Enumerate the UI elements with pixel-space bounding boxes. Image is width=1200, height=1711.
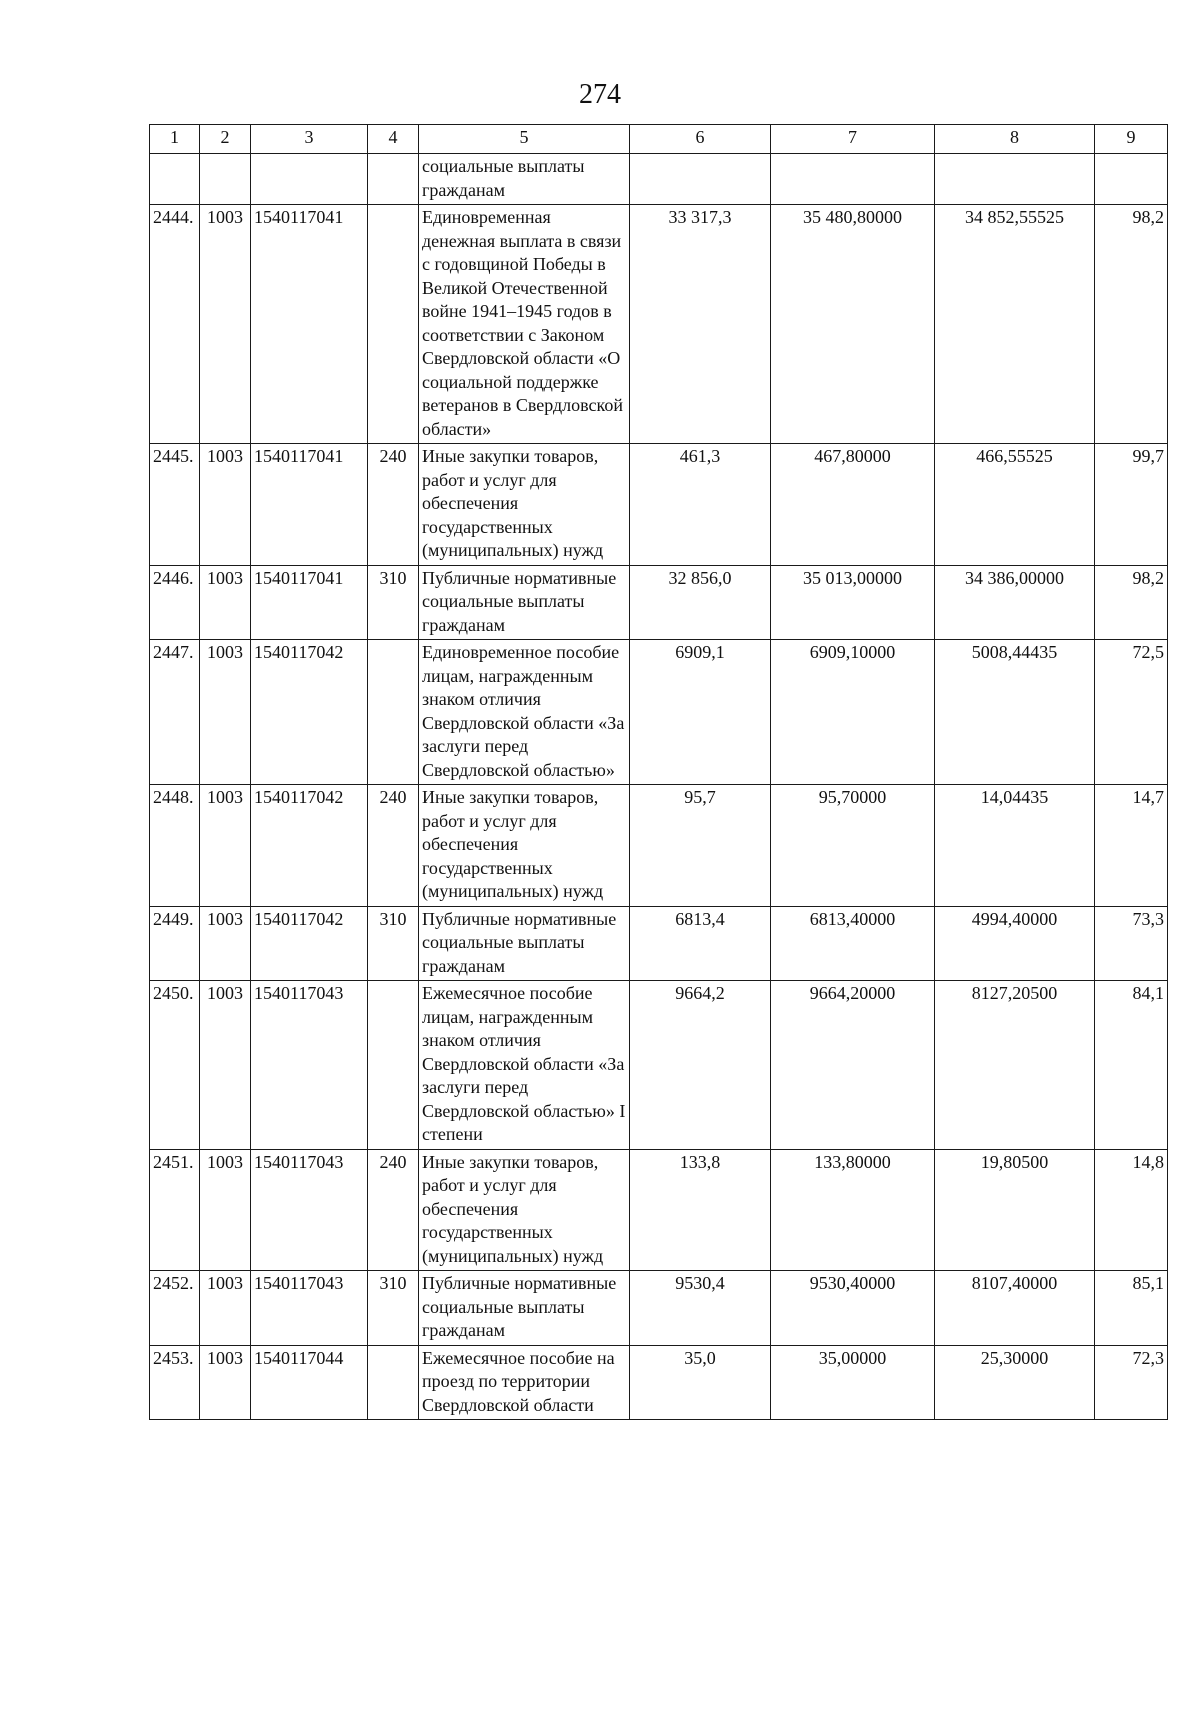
item-name-cell: Иные закупки товаров, работ и услуг для обеспечения государственных (муниципальных) нужд bbox=[419, 785, 630, 907]
page-number: 274 bbox=[579, 79, 621, 110]
column-header-4: 4 bbox=[368, 125, 419, 154]
column-header-6: 6 bbox=[630, 125, 771, 154]
value-col6-cell: 6813,4 bbox=[630, 906, 771, 981]
section-code-cell: 1003 bbox=[200, 785, 251, 907]
percent-col9-cell: 14,8 bbox=[1095, 1149, 1168, 1271]
item-name-cell: Публичные нормативные социальные выплаты гражданам bbox=[419, 906, 630, 981]
value-col8-cell: 25,30000 bbox=[935, 1345, 1095, 1420]
value-col7-cell: 9664,20000 bbox=[771, 981, 935, 1150]
value-col8-cell: 19,80500 bbox=[935, 1149, 1095, 1271]
item-name-cell: социальные выплаты гражданам bbox=[419, 154, 630, 205]
row-number-cell: 2451. bbox=[150, 1149, 200, 1271]
item-name-cell: Ежемесячное пособие лицам, награжденным знаком отличия Свердловской области «За заслуги перед Свердловской областью» I степени bbox=[419, 981, 630, 1150]
value-col8-cell: 8107,40000 bbox=[935, 1271, 1095, 1346]
target-article-cell: 1540117041 bbox=[251, 205, 368, 444]
row-number-cell: 2448. bbox=[150, 785, 200, 907]
expense-type-cell: 240 bbox=[368, 444, 419, 566]
value-col6-cell: 6909,1 bbox=[630, 640, 771, 785]
value-col8-cell: 8127,20500 bbox=[935, 981, 1095, 1150]
section-code-cell bbox=[200, 154, 251, 205]
value-col7-cell: 9530,40000 bbox=[771, 1271, 935, 1346]
value-col6-cell: 35,0 bbox=[630, 1345, 771, 1420]
column-header-7: 7 bbox=[771, 125, 935, 154]
table-row bbox=[150, 1149, 1168, 1271]
row-number-cell: 2449. bbox=[150, 906, 200, 981]
table-header bbox=[150, 125, 1168, 154]
row-number-cell: 2452. bbox=[150, 1271, 200, 1346]
row-number-cell: 2453. bbox=[150, 1345, 200, 1420]
table-row bbox=[150, 640, 1168, 785]
column-header-3: 3 bbox=[251, 125, 368, 154]
percent-col9-cell: 72,5 bbox=[1095, 640, 1168, 785]
item-name-cell: Ежемесячное пособие на проезд по территории Свердловской области bbox=[419, 1345, 630, 1420]
column-header-9: 9 bbox=[1095, 125, 1168, 154]
value-col7-cell: 6909,10000 bbox=[771, 640, 935, 785]
percent-col9-cell: 98,2 bbox=[1095, 565, 1168, 640]
column-header-5: 5 bbox=[419, 125, 630, 154]
table-row bbox=[150, 565, 1168, 640]
value-col7-cell: 467,80000 bbox=[771, 444, 935, 566]
percent-col9-cell bbox=[1095, 154, 1168, 205]
value-col8-cell: 4994,40000 bbox=[935, 906, 1095, 981]
column-header-8: 8 bbox=[935, 125, 1095, 154]
budget-table bbox=[149, 124, 1168, 1420]
section-code-cell: 1003 bbox=[200, 1345, 251, 1420]
value-col8-cell: 466,55525 bbox=[935, 444, 1095, 566]
value-col6-cell: 95,7 bbox=[630, 785, 771, 907]
value-col6-cell: 133,8 bbox=[630, 1149, 771, 1271]
section-code-cell: 1003 bbox=[200, 565, 251, 640]
value-col7-cell: 35 480,80000 bbox=[771, 205, 935, 444]
item-name-cell: Единовременная денежная выплата в связи с годовщиной Победы в Великой Отечественной войне 1941–1945 годов в соответствии с Законом Свердловской области «О социальной поддержке ветеранов в Свердловской области» bbox=[419, 205, 630, 444]
expense-type-cell: 240 bbox=[368, 1149, 419, 1271]
value-col7-cell: 35 013,00000 bbox=[771, 565, 935, 640]
value-col6-cell: 461,3 bbox=[630, 444, 771, 566]
value-col6-cell: 32 856,0 bbox=[630, 565, 771, 640]
value-col8-cell: 5008,44435 bbox=[935, 640, 1095, 785]
expense-type-cell: 310 bbox=[368, 565, 419, 640]
target-article-cell: 1540117043 bbox=[251, 1271, 368, 1346]
expense-type-cell bbox=[368, 981, 419, 1150]
section-code-cell: 1003 bbox=[200, 981, 251, 1150]
column-header-2: 2 bbox=[200, 125, 251, 154]
value-col7-cell: 133,80000 bbox=[771, 1149, 935, 1271]
target-article-cell: 1540117043 bbox=[251, 1149, 368, 1271]
target-article-cell: 1540117042 bbox=[251, 785, 368, 907]
section-code-cell: 1003 bbox=[200, 444, 251, 566]
percent-col9-cell: 84,1 bbox=[1095, 981, 1168, 1150]
section-code-cell: 1003 bbox=[200, 1271, 251, 1346]
target-article-cell: 1540117043 bbox=[251, 981, 368, 1150]
row-number-cell: 2446. bbox=[150, 565, 200, 640]
section-code-cell: 1003 bbox=[200, 640, 251, 785]
expense-type-cell: 310 bbox=[368, 1271, 419, 1346]
value-col7-cell: 95,70000 bbox=[771, 785, 935, 907]
item-name-cell: Единовременное пособие лицам, награжденным знаком отличия Свердловской области «За заслуги перед Свердловской областью» bbox=[419, 640, 630, 785]
item-name-cell: Иные закупки товаров, работ и услуг для обеспечения государственных (муниципальных) нужд bbox=[419, 444, 630, 566]
target-article-cell: 1540117041 bbox=[251, 565, 368, 640]
row-number-cell: 2444. bbox=[150, 205, 200, 444]
table-row bbox=[150, 1271, 1168, 1346]
row-number-cell: 2447. bbox=[150, 640, 200, 785]
value-col6-cell: 9530,4 bbox=[630, 1271, 771, 1346]
target-article-cell: 1540117044 bbox=[251, 1345, 368, 1420]
table-row bbox=[150, 444, 1168, 566]
percent-col9-cell: 98,2 bbox=[1095, 205, 1168, 444]
table-row bbox=[150, 154, 1168, 205]
value-col7-cell: 35,00000 bbox=[771, 1345, 935, 1420]
section-code-cell: 1003 bbox=[200, 1149, 251, 1271]
table-row bbox=[150, 1345, 1168, 1420]
row-number-cell bbox=[150, 154, 200, 205]
percent-col9-cell: 72,3 bbox=[1095, 1345, 1168, 1420]
table-row bbox=[150, 906, 1168, 981]
value-col8-cell: 14,04435 bbox=[935, 785, 1095, 907]
expense-type-cell: 240 bbox=[368, 785, 419, 907]
expense-type-cell bbox=[368, 640, 419, 785]
target-article-cell: 1540117041 bbox=[251, 444, 368, 566]
expense-type-cell bbox=[368, 154, 419, 205]
column-header-1: 1 bbox=[150, 125, 200, 154]
target-article-cell bbox=[251, 154, 368, 205]
expense-type-cell: 310 bbox=[368, 906, 419, 981]
item-name-cell: Публичные нормативные социальные выплаты гражданам bbox=[419, 1271, 630, 1346]
section-code-cell: 1003 bbox=[200, 906, 251, 981]
percent-col9-cell: 85,1 bbox=[1095, 1271, 1168, 1346]
table-body bbox=[150, 154, 1168, 1420]
row-number-cell: 2445. bbox=[150, 444, 200, 566]
target-article-cell: 1540117042 bbox=[251, 640, 368, 785]
percent-col9-cell: 99,7 bbox=[1095, 444, 1168, 566]
section-code-cell: 1003 bbox=[200, 205, 251, 444]
expense-type-cell bbox=[368, 1345, 419, 1420]
row-number-cell: 2450. bbox=[150, 981, 200, 1150]
percent-col9-cell: 73,3 bbox=[1095, 906, 1168, 981]
value-col8-cell bbox=[935, 154, 1095, 205]
value-col6-cell bbox=[630, 154, 771, 205]
value-col8-cell: 34 852,55525 bbox=[935, 205, 1095, 444]
table-row bbox=[150, 205, 1168, 444]
value-col6-cell: 9664,2 bbox=[630, 981, 771, 1150]
item-name-cell: Иные закупки товаров, работ и услуг для обеспечения государственных (муниципальных) нужд bbox=[419, 1149, 630, 1271]
table-row bbox=[150, 785, 1168, 907]
value-col6-cell: 33 317,3 bbox=[630, 205, 771, 444]
expense-type-cell bbox=[368, 205, 419, 444]
value-col7-cell bbox=[771, 154, 935, 205]
table-row bbox=[150, 981, 1168, 1150]
header-row bbox=[150, 125, 1168, 154]
target-article-cell: 1540117042 bbox=[251, 906, 368, 981]
value-col8-cell: 34 386,00000 bbox=[935, 565, 1095, 640]
value-col7-cell: 6813,40000 bbox=[771, 906, 935, 981]
item-name-cell: Публичные нормативные социальные выплаты гражданам bbox=[419, 565, 630, 640]
percent-col9-cell: 14,7 bbox=[1095, 785, 1168, 907]
